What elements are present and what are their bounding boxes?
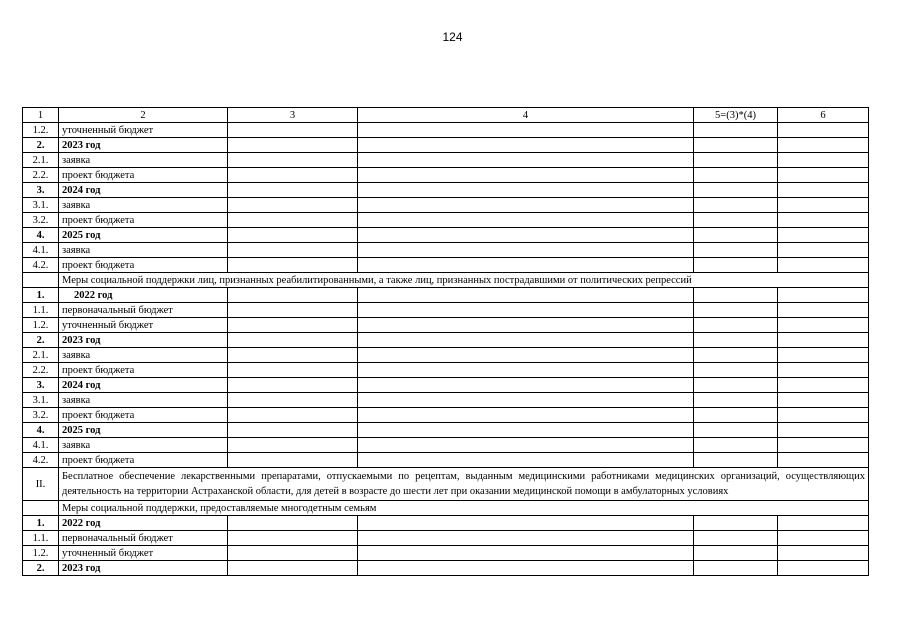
empty-cell-col-3 [228, 453, 358, 468]
row-label: проект бюджета [59, 168, 228, 183]
empty-cell-col-4 [358, 153, 694, 168]
empty-cell-col-6 [778, 123, 869, 138]
row-number: 1. [23, 516, 59, 531]
row-label: уточненный бюджет [59, 318, 228, 333]
empty-cell-col-6 [778, 213, 869, 228]
empty-cell-col-6 [778, 378, 869, 393]
empty-cell-col-4 [358, 363, 694, 378]
empty-cell-col-6 [778, 438, 869, 453]
empty-cell-col-6 [778, 453, 869, 468]
empty-cell-col-3 [228, 288, 358, 303]
table-row [23, 516, 869, 531]
empty-cell-col-4 [358, 348, 694, 363]
empty-cell-col-3 [228, 561, 358, 576]
empty-cell-col-3 [228, 123, 358, 138]
table-row [23, 438, 869, 453]
header-cell-4: 4 [358, 108, 694, 123]
table-row [23, 228, 869, 243]
empty-cell-col-5 [694, 378, 778, 393]
empty-cell-col-6 [778, 348, 869, 363]
row-label: 2023 год [59, 561, 228, 576]
row-number: 3. [23, 378, 59, 393]
empty-cell-col-4 [358, 516, 694, 531]
empty-cell-col-5 [694, 363, 778, 378]
row-number: 1.2. [23, 318, 59, 333]
empty-cell-col-6 [778, 288, 869, 303]
empty-cell-col-5 [694, 183, 778, 198]
table-row [23, 363, 869, 378]
empty-cell-col-6 [778, 243, 869, 258]
empty-cell-col-3 [228, 408, 358, 423]
table-row [23, 198, 869, 213]
empty-cell-col-3 [228, 363, 358, 378]
empty-cell-col-3 [228, 213, 358, 228]
empty-cell-col-3 [228, 243, 358, 258]
table-row [23, 123, 869, 138]
row-number: 2.2. [23, 363, 59, 378]
empty-cell-col-3 [228, 138, 358, 153]
row-number: 3.2. [23, 408, 59, 423]
empty-cell-col-3 [228, 198, 358, 213]
row-number: 1.1. [23, 531, 59, 546]
table-row [23, 348, 869, 363]
empty-cell-col-5 [694, 408, 778, 423]
empty-cell-col-5 [694, 516, 778, 531]
row-label: заявка [59, 198, 228, 213]
row-number: 2. [23, 138, 59, 153]
empty-cell-col-5 [694, 138, 778, 153]
empty-cell-col-6 [778, 168, 869, 183]
empty-cell-col-3 [228, 423, 358, 438]
empty-cell-col-6 [778, 546, 869, 561]
table-row [23, 243, 869, 258]
budget-table-body [23, 108, 869, 576]
empty-cell-col-6 [778, 531, 869, 546]
empty-cell-col-5 [694, 453, 778, 468]
table-row [23, 393, 869, 408]
row-label: уточненный бюджет [59, 123, 228, 138]
empty-cell-col-3 [228, 153, 358, 168]
row-number: 2.2. [23, 168, 59, 183]
empty-cell-col-3 [228, 438, 358, 453]
table-row [23, 378, 869, 393]
empty-cell-col-4 [358, 258, 694, 273]
budget-table [22, 107, 869, 576]
empty-cell-col-5 [694, 393, 778, 408]
empty-cell-col-6 [778, 153, 869, 168]
empty-cell-col-6 [778, 516, 869, 531]
empty-cell-col-3 [228, 531, 358, 546]
table-row [23, 288, 869, 303]
empty-cell-col-3 [228, 333, 358, 348]
section-title-large-families-row [23, 501, 869, 516]
empty-cell-col-6 [778, 138, 869, 153]
empty-cell-col-4 [358, 303, 694, 318]
empty-cell-col-4 [358, 423, 694, 438]
row-label: заявка [59, 393, 228, 408]
empty-cell-col-3 [228, 318, 358, 333]
empty-cell-col-5 [694, 546, 778, 561]
row-number: 4.1. [23, 243, 59, 258]
table-row [23, 546, 869, 561]
empty-cell-col-5 [694, 243, 778, 258]
row-label: проект бюджета [59, 453, 228, 468]
row-number: 4. [23, 423, 59, 438]
empty-cell-col-3 [228, 168, 358, 183]
empty-cell-col-4 [358, 561, 694, 576]
empty-cell-col-6 [778, 258, 869, 273]
row-label: первоначальный бюджет [59, 531, 228, 546]
header-cell-1: 1 [23, 108, 59, 123]
table-row [23, 258, 869, 273]
empty-cell-col-3 [228, 393, 358, 408]
empty-cell-col-6 [778, 318, 869, 333]
table-row [23, 408, 869, 423]
empty-cell-col-5 [694, 288, 778, 303]
empty-cell-col-4 [358, 453, 694, 468]
empty-cell-col-4 [358, 393, 694, 408]
empty-cell-col-3 [228, 303, 358, 318]
empty-cell-col-4 [358, 228, 694, 243]
row-label: проект бюджета [59, 213, 228, 228]
section-ii-row [23, 468, 869, 501]
empty-cell-col-6 [778, 561, 869, 576]
section-ii-title: Бесплатное обеспечение лекарственными препаратами, отпускаемыми по рецептам, выданным медицинскими работниками медицинских организаций, осуществляющих деятельность на территории Астраханской области, для детей в возрасте до шести лет при оказании медицинской помощи в амбулаторных условиях [59, 468, 869, 501]
empty-cell-col-3 [228, 228, 358, 243]
empty-cell-col-6 [778, 183, 869, 198]
page-number: 124 [442, 30, 463, 44]
empty-cell-col-6 [778, 393, 869, 408]
row-number: 1.2. [23, 123, 59, 138]
row-label: 2022 год [59, 288, 228, 303]
empty-cell-col-4 [358, 378, 694, 393]
empty-cell-col-4 [358, 333, 694, 348]
empty-cell-col-4 [358, 288, 694, 303]
empty-cell-col-4 [358, 138, 694, 153]
empty-cell-col-5 [694, 213, 778, 228]
empty-cell-col-5 [694, 561, 778, 576]
row-label: проект бюджета [59, 258, 228, 273]
empty-cell-col-4 [358, 243, 694, 258]
empty-cell-col-5 [694, 303, 778, 318]
table-row [23, 183, 869, 198]
empty-cell-col-4 [358, 408, 694, 423]
empty-cell-col-3 [228, 378, 358, 393]
empty-cell-col-5 [694, 228, 778, 243]
empty-cell-col-5 [694, 333, 778, 348]
empty-cell-col-6 [778, 228, 869, 243]
row-label: 2023 год [59, 333, 228, 348]
row-label: проект бюджета [59, 363, 228, 378]
empty-cell-col-4 [358, 123, 694, 138]
row-number: 1.1. [23, 303, 59, 318]
table-row [23, 303, 869, 318]
empty-cell-col-5 [694, 531, 778, 546]
empty-cell-col-4 [358, 183, 694, 198]
empty-cell-col-5 [694, 348, 778, 363]
table-row [23, 168, 869, 183]
empty-cell-col-4 [358, 531, 694, 546]
table-row [23, 423, 869, 438]
empty-cell-col-6 [778, 198, 869, 213]
row-label: 2025 год [59, 423, 228, 438]
table-row [23, 453, 869, 468]
row-number: 4.2. [23, 453, 59, 468]
empty-cell-col-3 [228, 348, 358, 363]
row-label: 2024 год [59, 378, 228, 393]
empty-cell-col-6 [778, 363, 869, 378]
table-row [23, 318, 869, 333]
row-label: заявка [59, 348, 228, 363]
header-cell-2: 2 [59, 108, 228, 123]
empty-cell-col-6 [778, 408, 869, 423]
empty-cell-col-3 [228, 258, 358, 273]
row-number: 2. [23, 333, 59, 348]
row-label: первоначальный бюджет [59, 303, 228, 318]
header-cell-6: 6 [778, 108, 869, 123]
section-title-repressed: Меры социальной поддержки лиц, признанных реабилитированными, а также лиц, признанных пострадавшими от политических репрессий [59, 273, 869, 288]
row-number: 2. [23, 561, 59, 576]
row-number: 1.2. [23, 546, 59, 561]
row-number: 3.1. [23, 198, 59, 213]
row-label: заявка [59, 153, 228, 168]
table-row [23, 531, 869, 546]
empty-cell-col-4 [358, 168, 694, 183]
empty-cell-col-3 [228, 516, 358, 531]
empty-cell-col-3 [228, 546, 358, 561]
empty-cell-col-3 [228, 183, 358, 198]
row-label: проект бюджета [59, 408, 228, 423]
empty-cell-col-4 [358, 213, 694, 228]
empty-cell-col-4 [358, 318, 694, 333]
table-row [23, 213, 869, 228]
header-cell-5: 5=(3)*(4) [694, 108, 778, 123]
row-label: заявка [59, 438, 228, 453]
empty-cell-col-5 [694, 123, 778, 138]
row-number: 3.1. [23, 393, 59, 408]
row-label: 2023 год [59, 138, 228, 153]
empty-cell-col-4 [358, 546, 694, 561]
empty-cell-col-5 [694, 423, 778, 438]
section-number-cell [23, 273, 59, 288]
empty-cell-col-6 [778, 423, 869, 438]
row-number: 3.2. [23, 213, 59, 228]
table-row [23, 153, 869, 168]
row-number: 4.2. [23, 258, 59, 273]
empty-cell-col-5 [694, 198, 778, 213]
empty-cell-col-5 [694, 318, 778, 333]
row-label: заявка [59, 243, 228, 258]
row-label: 2025 год [59, 228, 228, 243]
row-label: 2022 год [59, 516, 228, 531]
empty-cell-col-5 [694, 258, 778, 273]
empty-cell-col-6 [778, 333, 869, 348]
section-number-cell [23, 501, 59, 516]
empty-cell-col-4 [358, 438, 694, 453]
row-number: 3. [23, 183, 59, 198]
table-row [23, 333, 869, 348]
empty-cell-col-6 [778, 303, 869, 318]
header-row [23, 108, 869, 123]
row-number: 4.1. [23, 438, 59, 453]
header-cell-3: 3 [228, 108, 358, 123]
empty-cell-col-5 [694, 438, 778, 453]
section-ii-number: II. [23, 468, 59, 501]
empty-cell-col-4 [358, 198, 694, 213]
row-label: 2024 год [59, 183, 228, 198]
row-number: 2.1. [23, 153, 59, 168]
row-number: 4. [23, 228, 59, 243]
table-row [23, 138, 869, 153]
row-number: 2.1. [23, 348, 59, 363]
section-title-repressed-row [23, 273, 869, 288]
section-title-large-families: Меры социальной поддержки, предоставляемые многодетным семьям [59, 501, 869, 516]
empty-cell-col-5 [694, 168, 778, 183]
table-row [23, 561, 869, 576]
row-label: уточненный бюджет [59, 546, 228, 561]
row-number: 1. [23, 288, 59, 303]
empty-cell-col-5 [694, 153, 778, 168]
